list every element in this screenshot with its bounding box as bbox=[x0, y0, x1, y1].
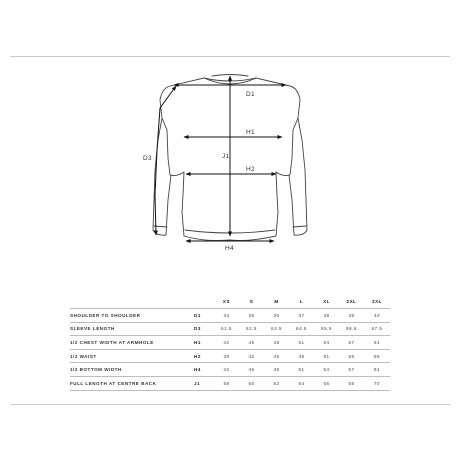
size-header: XS bbox=[222, 299, 231, 304]
measurement-value: 64 bbox=[298, 380, 305, 386]
measurement-value: 67.5 bbox=[371, 326, 383, 332]
measurement-value: 61 bbox=[373, 339, 381, 345]
measurement-value: 64.5 bbox=[296, 326, 307, 332]
measurement-value: 36 bbox=[273, 312, 280, 318]
marker-d1: D1 bbox=[246, 91, 255, 98]
table-row bbox=[70, 336, 390, 350]
marker-j1: J1 bbox=[222, 153, 230, 160]
measurement-value: 48 bbox=[298, 353, 305, 359]
measurement-value: 57 bbox=[348, 339, 355, 345]
table-row bbox=[70, 363, 390, 377]
measurement-value: 35 bbox=[248, 312, 255, 318]
measurement-value: 40 bbox=[373, 312, 381, 318]
measurement-label: SLEEVE LENGTH bbox=[70, 326, 115, 332]
size-header: XL bbox=[323, 299, 330, 304]
measurement-code: H2 bbox=[194, 353, 201, 359]
measurement-code: D3 bbox=[194, 326, 201, 332]
table-row bbox=[70, 309, 390, 323]
measurement-value: 45 bbox=[248, 339, 255, 345]
measurement-code: H4 bbox=[194, 367, 201, 373]
table-row bbox=[70, 349, 390, 363]
measurement-value: 60 bbox=[248, 380, 255, 386]
measurement-value: 37 bbox=[298, 312, 305, 318]
measurement-value: 62 bbox=[273, 380, 280, 386]
size-header: 3XL bbox=[372, 299, 382, 304]
measurement-value: 39 bbox=[223, 353, 230, 359]
measurement-label: 1/2 WAIST bbox=[70, 353, 97, 359]
table-row bbox=[70, 322, 390, 336]
size-header: 2XL bbox=[346, 299, 357, 304]
measurement-value: 70 bbox=[373, 380, 381, 386]
header-label-cell bbox=[70, 295, 194, 309]
measurement-value: 61.5 bbox=[221, 326, 232, 332]
measurement-label: 1/2 BOTTOM WIDTH bbox=[70, 367, 122, 373]
measurement-label: SHOULDER TO SHOULDER bbox=[70, 312, 141, 318]
measurement-value: 42 bbox=[248, 353, 255, 359]
measurement-code: J1 bbox=[194, 380, 201, 386]
size-header: M bbox=[274, 299, 279, 304]
measurement-value: 55 bbox=[348, 353, 355, 359]
size-header: L bbox=[299, 299, 304, 304]
measurement-value: 42 bbox=[223, 339, 230, 345]
bottom-divider bbox=[10, 404, 450, 405]
marker-d3: D3 bbox=[143, 155, 152, 162]
marker-h1: H1 bbox=[246, 129, 255, 136]
measurement-value: 45 bbox=[248, 367, 255, 373]
header-code-cell bbox=[194, 295, 214, 309]
measurement-value: 38 bbox=[323, 312, 330, 318]
measurement-value: 34 bbox=[223, 312, 230, 318]
measurement-value: 51 bbox=[323, 353, 330, 359]
measurement-value: 48 bbox=[273, 367, 280, 373]
measurement-value: 66 bbox=[323, 380, 330, 386]
table-row bbox=[70, 376, 390, 390]
measurement-value: 62.5 bbox=[246, 326, 257, 332]
measurement-value: 68 bbox=[348, 380, 355, 386]
size-chart-table bbox=[70, 295, 390, 391]
measurement-value: 66.5 bbox=[346, 326, 357, 332]
measurement-value: 48 bbox=[273, 339, 280, 345]
measurement-value: 51 bbox=[298, 367, 305, 373]
right-cuff bbox=[293, 226, 306, 227]
marker-h4: H4 bbox=[225, 245, 234, 252]
measurement-value: 58 bbox=[223, 380, 230, 386]
measurement-label: FULL LENGTH AT CENTRE BACK bbox=[70, 380, 157, 386]
measurement-value: 51 bbox=[298, 339, 305, 345]
measurement-value: 54 bbox=[323, 339, 330, 345]
right-sleeve-outline bbox=[289, 118, 307, 235]
size-header-row bbox=[70, 295, 390, 309]
measurement-label: 1/2 CHEST WIDTH AT ARMHOLE bbox=[70, 339, 154, 345]
measurement-value: 61 bbox=[373, 367, 381, 373]
d3-arrow bbox=[155, 86, 176, 235]
measurement-value: 57 bbox=[348, 367, 355, 373]
marker-h2: H2 bbox=[246, 166, 255, 173]
neckline-back bbox=[212, 75, 248, 77]
measurement-value: 54 bbox=[323, 367, 330, 373]
measurement-value: 63.5 bbox=[271, 326, 282, 332]
measurement-value: 59 bbox=[373, 353, 381, 359]
measurement-code: D1 bbox=[194, 312, 201, 318]
measurement-value: 65.5 bbox=[321, 326, 332, 332]
size-header: S bbox=[249, 299, 254, 304]
measurement-value: 39 bbox=[348, 312, 355, 318]
measurement-arrows bbox=[155, 76, 286, 241]
measurement-code: H1 bbox=[194, 339, 201, 345]
measurement-value: 45 bbox=[273, 353, 280, 359]
measurement-value: 42 bbox=[223, 367, 230, 373]
